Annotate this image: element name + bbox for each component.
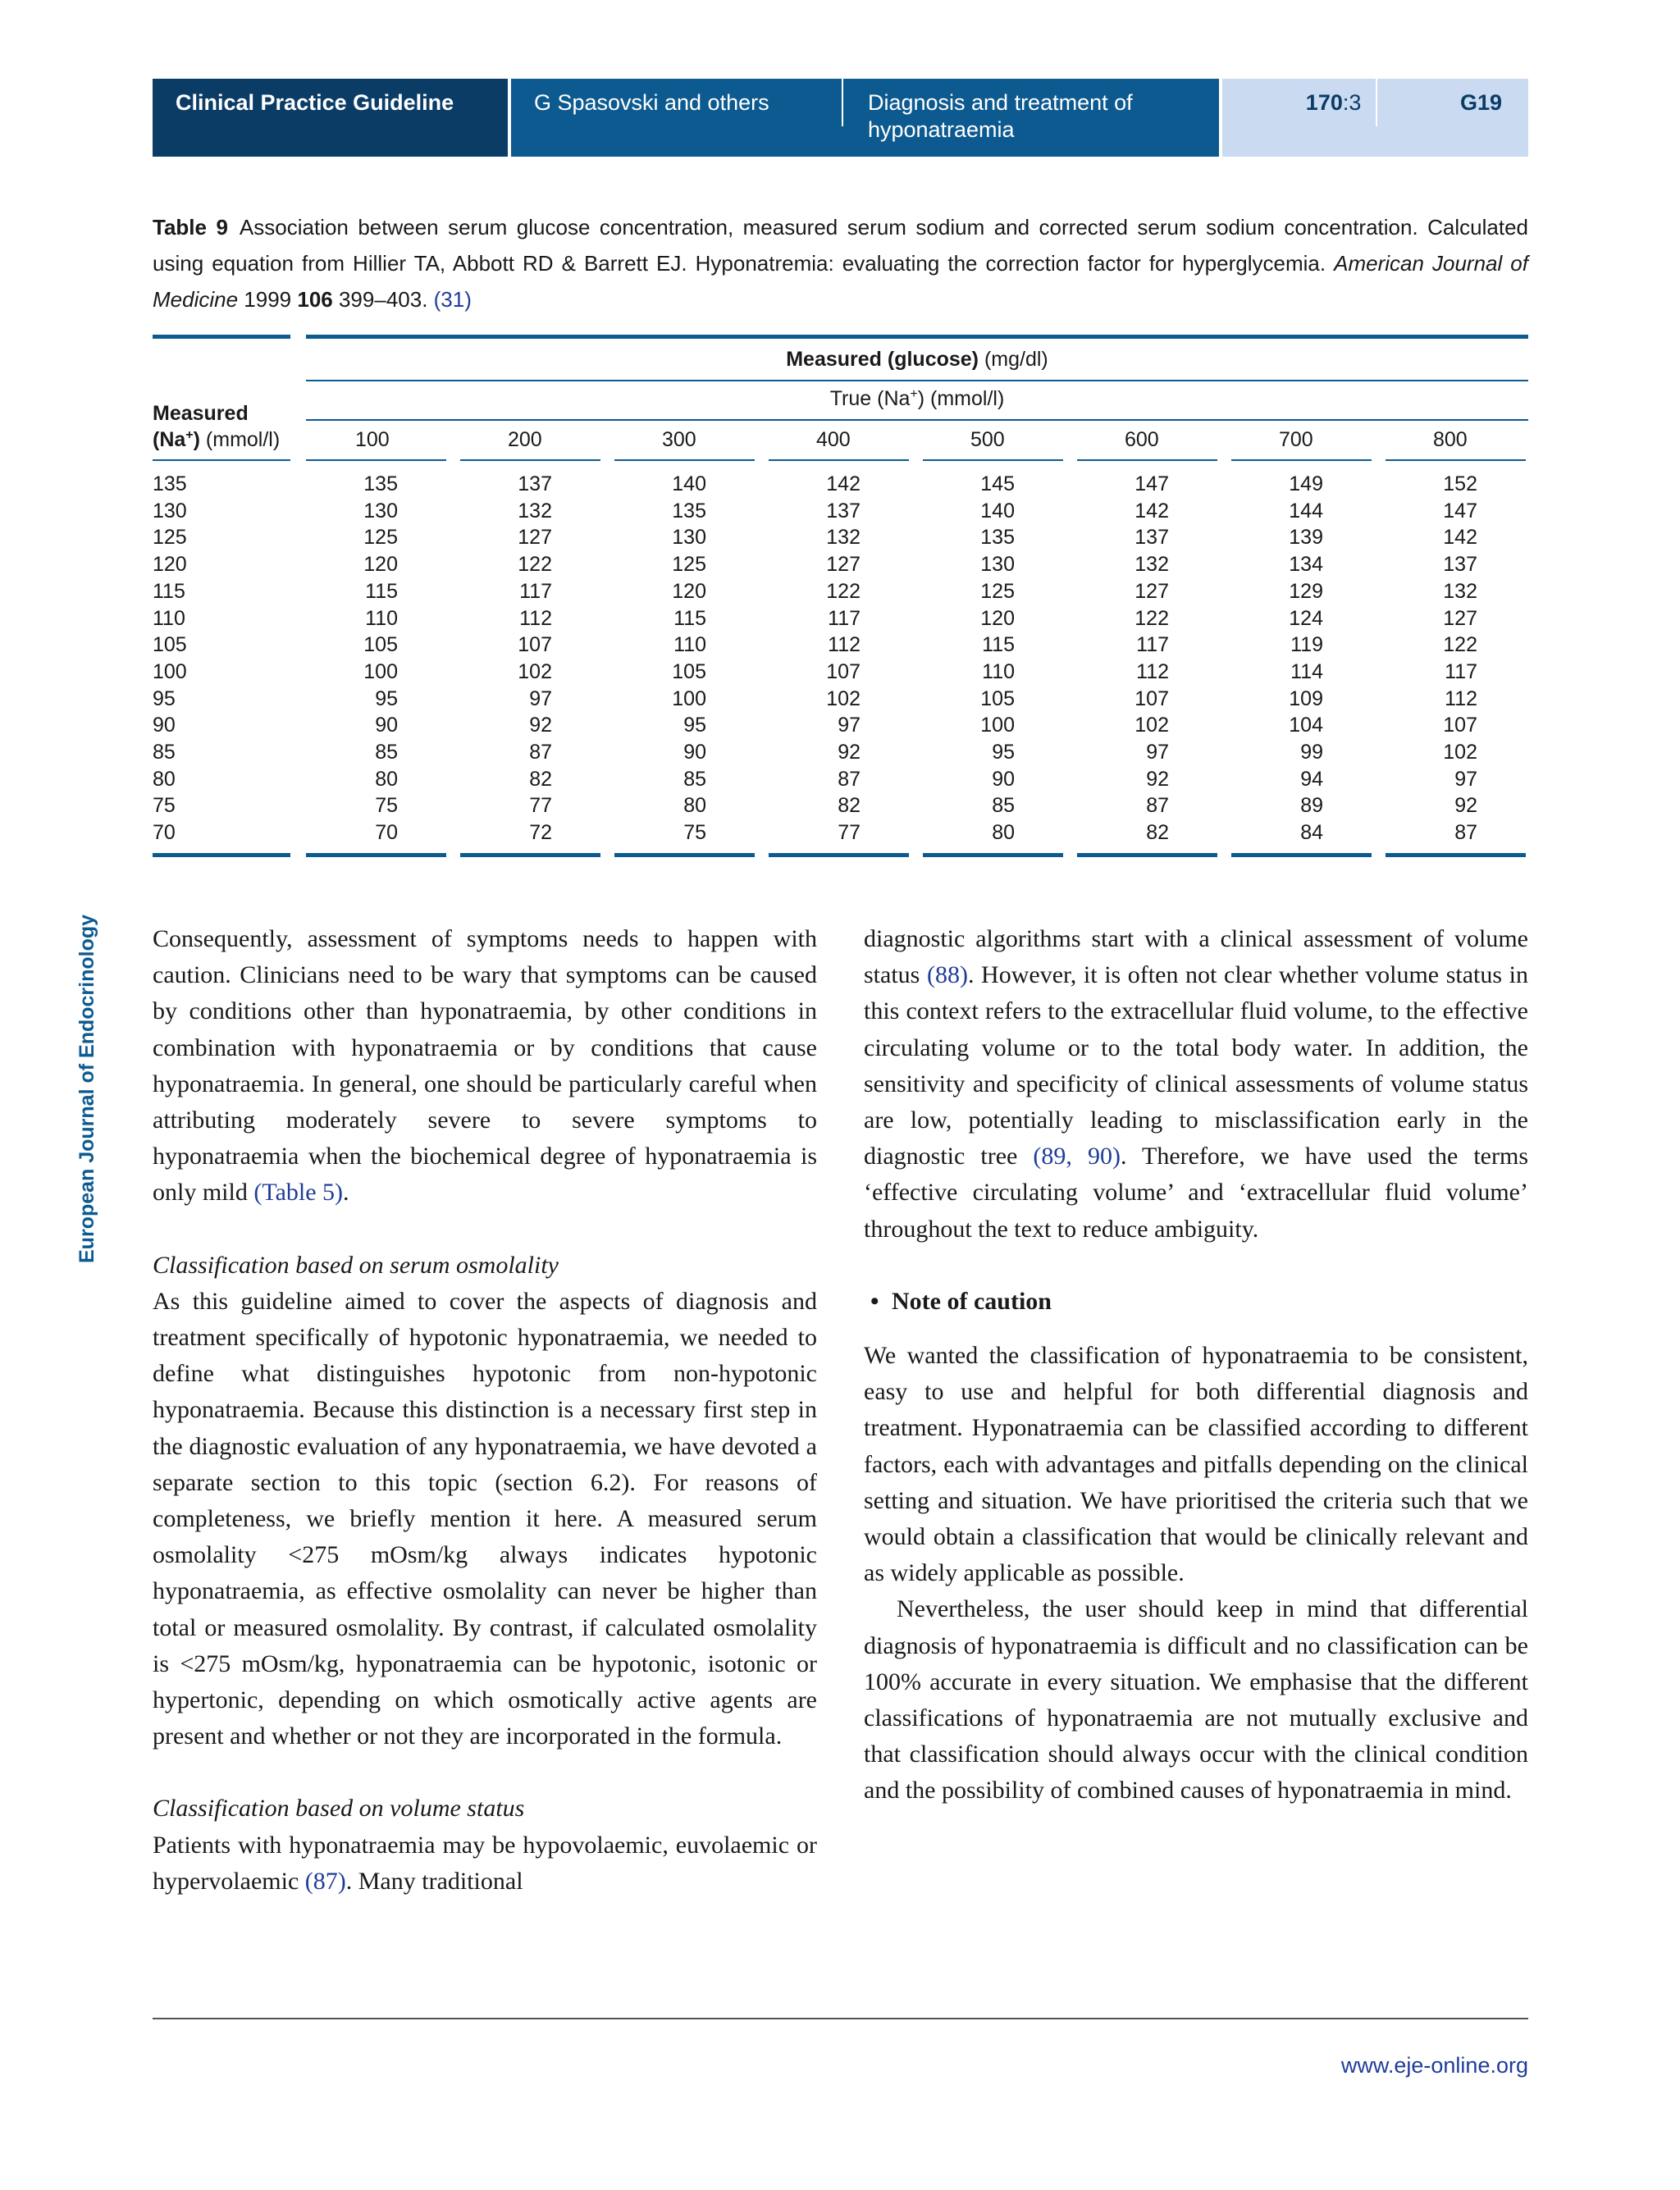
paragraph-text: Consequently, assessment of symptoms needs to happen with caution. Clinicians need to be wary that symptoms can be caused by conditions other than hyponatraemia, by other conditions in combination with hyponatraemia or by conditions that cause hyponatraemia. In general, one should be particularly careful when attributing moderately severe to severe symptoms to hyponatraemia when the biochemical degree of hyponatraemia is only mild [153,925,817,1207]
row-label: 85 [153,741,176,764]
row-header-line2 [153,428,280,452]
table-cell: 120 [363,553,398,577]
table-cell: 92 [529,714,552,737]
column-header: 100 [355,428,390,451]
table-cell: 102 [1134,714,1169,737]
table-cell: 82 [1146,821,1169,845]
row-label: 115 [153,579,185,603]
caption-journal: American Journal of Medicine [153,251,1528,312]
paragraph [153,1827,817,1900]
row-header-na: (Na [153,428,186,451]
row-header-unit: (mmol/l) [199,428,281,451]
table-rule [153,459,290,461]
table-cell: 122 [826,579,861,603]
table-rule [460,459,600,461]
table-cell: 92 [1454,794,1477,818]
row-label: 125 [153,526,187,550]
table-cell: 132 [1443,579,1477,603]
right-column [864,921,1528,1809]
caption-text: Association between serum glucose concentration, measured serum sodium and corrected serum sodium concentration. Calculated using equation from Hillier TA, Abbott RD & Barrett EJ. Hyponatremia: evaluating the correction factor for hyperglycemia. [153,215,1528,276]
row-header-line1: Measured [153,402,249,425]
table-cell: 127 [1134,579,1169,603]
table-cell: 107 [1134,687,1169,710]
subheading-volume-status: Classification based on volume status [153,1795,525,1823]
table-rule [306,853,446,857]
table-rule [153,335,290,339]
table-cell: 122 [518,553,552,577]
header-volume [1222,79,1376,157]
table-cell: 145 [980,472,1015,495]
table-cell: 125 [980,579,1015,603]
table-cell: 92 [1146,767,1169,791]
subheading-osmolality: Classification based on serum osmolality [153,1251,559,1279]
table-cell: 77 [529,794,552,818]
table-rule [769,459,909,461]
table-cell: 87 [529,741,552,764]
journal-side-label: European Journal of Endocrinology [75,914,98,1263]
row-label: 105 [153,633,187,657]
issue-number: :3 [1342,90,1362,115]
table-cell: 147 [1134,472,1169,495]
table-cell: 117 [1445,659,1477,683]
table-cell: 112 [1136,659,1169,683]
table-cell: 142 [826,472,861,495]
column-header: 700 [1279,428,1313,451]
paragraph-text: . Many traditional [345,1867,523,1895]
table-cell: 132 [518,499,552,522]
table-cell: 87 [1454,821,1477,845]
table-cell: 85 [375,741,398,764]
table-cell: 140 [980,499,1015,522]
table-cell: 75 [683,821,706,845]
table-cell: 97 [1454,767,1477,791]
table-cell: 122 [1134,606,1169,630]
table-cell: 97 [838,714,861,737]
table-cell: 147 [1443,499,1477,522]
footer-url-link[interactable]: www.eje-online.org [1340,2053,1528,2078]
header-page: G19 [1379,79,1528,157]
table-cell: 132 [826,526,861,550]
table-cell: 144 [1289,499,1323,522]
table-cell: 100 [980,714,1015,737]
table-cell: 70 [375,821,398,845]
header-title-line2: hyponatraemia [867,117,1015,142]
table-cell: 137 [1134,526,1169,550]
paragraph-text: . However, it is often not clear whether volume status in this context refers to the extracellular fluid volume, to the effective circulating volume or to the total body water. In addition, the sensitivity and specificity of clinical assessments of volume status are low, potentially leading to misclassification early in the diagnostic tree [864,961,1528,1170]
glucose-header-unit: (mg/dl) [979,348,1048,371]
row-header-close: ) [193,428,200,451]
table-cell: 120 [672,579,706,603]
row-header-sup: + [185,428,194,442]
row-label: 80 [153,767,176,791]
table-cell: 100 [672,687,706,710]
table-cell: 127 [1443,606,1477,630]
table-rule [614,459,755,461]
glucose-header-bold: Measured (glucose) [786,348,979,371]
table-cell: 109 [1289,687,1323,710]
table-cell: 92 [838,741,861,764]
table-cell: 135 [980,526,1015,550]
table-cell: 132 [1134,553,1169,577]
table-cell: 95 [375,687,398,710]
row-label: 120 [153,553,187,577]
table-cell: 89 [1300,794,1323,818]
table-cell: 97 [1146,741,1169,764]
table-cell: 100 [363,659,398,683]
table-rule [460,853,600,857]
caption-pages: 399–403. [332,287,434,312]
table-cell: 130 [672,526,706,550]
note-title: Note of caution [892,1287,1052,1315]
paragraph [153,921,817,1211]
citation-link[interactable]: (88) [926,961,968,989]
table-rule [306,380,1528,381]
table-cell: 140 [672,472,706,495]
header-divider [842,79,845,157]
row-label: 135 [153,472,187,495]
table-cell: 85 [683,767,706,791]
table-cell: 87 [1146,794,1169,818]
column-header: 300 [662,428,696,451]
left-column [153,921,817,1900]
paragraph-text: . Therefore, we have used the terms ‘effective circulating volume’ and ‘extracellular fluid volume’ throughout the text to reduce ambiguity. [864,1143,1528,1243]
table-cell: 149 [1289,472,1323,495]
table-cell: 90 [375,714,398,737]
table-label: Table 9 [153,215,228,240]
table-cell: 117 [828,606,861,630]
table-cell: 84 [1300,821,1323,845]
table-cell: 117 [519,579,552,603]
table-cell: 134 [1289,553,1323,577]
table-cell: 80 [992,821,1015,845]
table-cell: 90 [683,741,706,764]
footer-rule [153,2018,1528,2019]
table-cell: 99 [1300,741,1323,764]
table-cell: 72 [529,821,552,845]
table-cell: 115 [365,579,398,603]
table-cell: 112 [1445,687,1477,710]
row-label: 130 [153,499,187,522]
table-rule [1077,853,1217,857]
table-cell: 122 [1443,633,1477,657]
column-header: 400 [816,428,851,451]
table-cell: 135 [363,472,398,495]
table-rule [306,419,1528,421]
table-cell: 125 [672,553,706,577]
header-category: Clinical Practice Guideline [153,79,508,157]
table-cell: 124 [1289,606,1323,630]
table-cell: 115 [673,606,706,630]
paragraph: Nevertheless, the user should keep in mind that differential diagnosis of hyponatraemia is difficult and no classification can be 100% accurate in every situation. We emphasise that the different classifications of hyponatraemia are not mutually exclusive and that classification should always occur with the clinical condition and the possibility of combined causes of hyponatraemia in mind. [864,1595,1528,1804]
column-header: 500 [970,428,1005,451]
table-cell: 115 [982,633,1015,657]
table-cell: 105 [672,659,706,683]
row-label: 70 [153,821,176,845]
paragraph: We wanted the classification of hyponatraemia to be consistent, easy to use and helpful for both differential diagnosis and treatment. Hyponatraemia can be classified according to different factors, each with advantages and pitfalls depending on the clinical setting and situation. We have prioritised the criteria such that we would obtain a classification that would be clinically relevant and as widely applicable as possible. [864,1342,1528,1587]
table-cell: 77 [838,821,861,845]
table-cell: 104 [1289,714,1323,737]
table-cell: 95 [683,714,706,737]
table-rule [614,853,755,857]
table-caption [153,209,1528,317]
table-cell: 137 [1443,553,1477,577]
glucose-header [306,348,1528,372]
table-cell: 82 [838,794,861,818]
table-cell: 142 [1443,526,1477,550]
table-cell: 95 [992,741,1015,764]
header-divider [1376,79,1379,157]
table-cell: 105 [363,633,398,657]
citation-link[interactable]: (89, 90) [1033,1143,1121,1170]
table-cell: 107 [826,659,861,683]
caption-year: 1999 [238,287,298,312]
table-cell: 85 [992,794,1015,818]
table-cell: 117 [1136,633,1169,657]
table-cell: 127 [826,553,861,577]
bullet-icon: • [870,1287,879,1315]
table-cell: 142 [1134,499,1169,522]
header-title-line1: Diagnosis and treatment of [867,90,1133,115]
table-cell: 129 [1289,579,1323,603]
table-rule [1077,459,1217,461]
table-cell: 112 [828,633,861,657]
row-label: 100 [153,659,187,683]
true-na-post: ) (mmol/l) [917,387,1005,410]
table-cell: 87 [838,767,861,791]
true-na-sup: + [910,387,918,401]
table-cell: 107 [518,633,552,657]
true-na-pre: True (Na [829,387,911,410]
table-cell: 82 [529,767,552,791]
paragraph-text: diagnostic algorithms start with a clinical assessment of volume status [864,925,1528,989]
table-cell: 80 [683,794,706,818]
table-cell: 119 [1290,633,1323,657]
row-label: 90 [153,714,176,737]
table-rule [306,459,446,461]
caption-reference-link[interactable]: (31) [433,287,472,312]
table-rule [923,853,1063,857]
table-rule [1231,459,1372,461]
table-cell: 137 [826,499,861,522]
table-cell: 125 [363,526,398,550]
paragraph-text: Patients with hyponatraemia may be hypovolaemic, euvolaemic or hypervolaemic [153,1831,817,1895]
table-rule [769,853,909,857]
true-na-header [306,387,1528,411]
table-cell: 110 [982,659,1015,683]
table-cell: 75 [375,794,398,818]
column-header: 600 [1125,428,1159,451]
header-authors: G Spasovski and others [511,79,842,157]
column-header: 800 [1433,428,1468,451]
table-cell: 94 [1300,767,1323,791]
table-rule [923,459,1063,461]
row-label: 110 [153,606,185,630]
table-cell: 90 [992,767,1015,791]
table-reference-link[interactable]: (Table 5) [253,1179,344,1207]
running-header [153,79,1528,157]
table-cell: 127 [518,526,552,550]
table-cell: 137 [518,472,552,495]
table-cell: 97 [529,687,552,710]
table-cell: 139 [1289,526,1323,550]
row-label: 95 [153,687,176,710]
table-rule [1386,459,1526,461]
table-cell: 102 [826,687,861,710]
note-heading [864,1284,1528,1320]
paragraph [864,921,1528,1248]
table-cell: 107 [1443,714,1477,737]
row-label: 75 [153,794,176,818]
table-cell: 105 [980,687,1015,710]
table-cell: 102 [1443,741,1477,764]
table-cell: 80 [375,767,398,791]
citation-link[interactable]: (87) [304,1867,346,1895]
caption-volume: 106 [297,287,333,312]
table-cell: 130 [980,553,1015,577]
paragraph: As this guideline aimed to cover the aspects of diagnosis and treatment specifically of hypotonic hyponatraemia, we needed to define what distinguishes hypotonic from non-hypotonic hyponatraemia. Because this distinction is a necessary first step in the diagnostic evaluation of any hyponatraemia, we have devoted a separate section to this topic (section 6.2). For reasons of completeness, we briefly mention it here. A measured serum osmolality <275 mOsm/kg always indicates hypotonic hyponatraemia, as effective osmolality can never be higher than total or measured osmolality. By contrast, if calculated osmolality is <275 mOsm/kg, hyponatraemia can be hypotonic, isotonic or hypertonic, depending on which osmotically active agents are present and whether or not they are incorporated in the formula. [153,1287,817,1750]
table-rule [1386,853,1526,857]
table-cell: 130 [363,499,398,522]
table-cell: 112 [519,606,552,630]
table-cell: 102 [518,659,552,683]
volume-number: 170 [1305,90,1343,115]
table-rule [1231,853,1372,857]
table-cell: 110 [365,606,398,630]
table-rule [306,335,1528,339]
table-cell: 135 [672,499,706,522]
paragraph-text: . [343,1179,349,1207]
table-cell: 114 [1290,659,1323,683]
table-cell: 152 [1443,472,1477,495]
table-rule [153,853,290,857]
table-cell: 110 [673,633,706,657]
table-cell: 120 [980,606,1015,630]
column-header: 200 [508,428,542,451]
header-title [845,79,1219,157]
